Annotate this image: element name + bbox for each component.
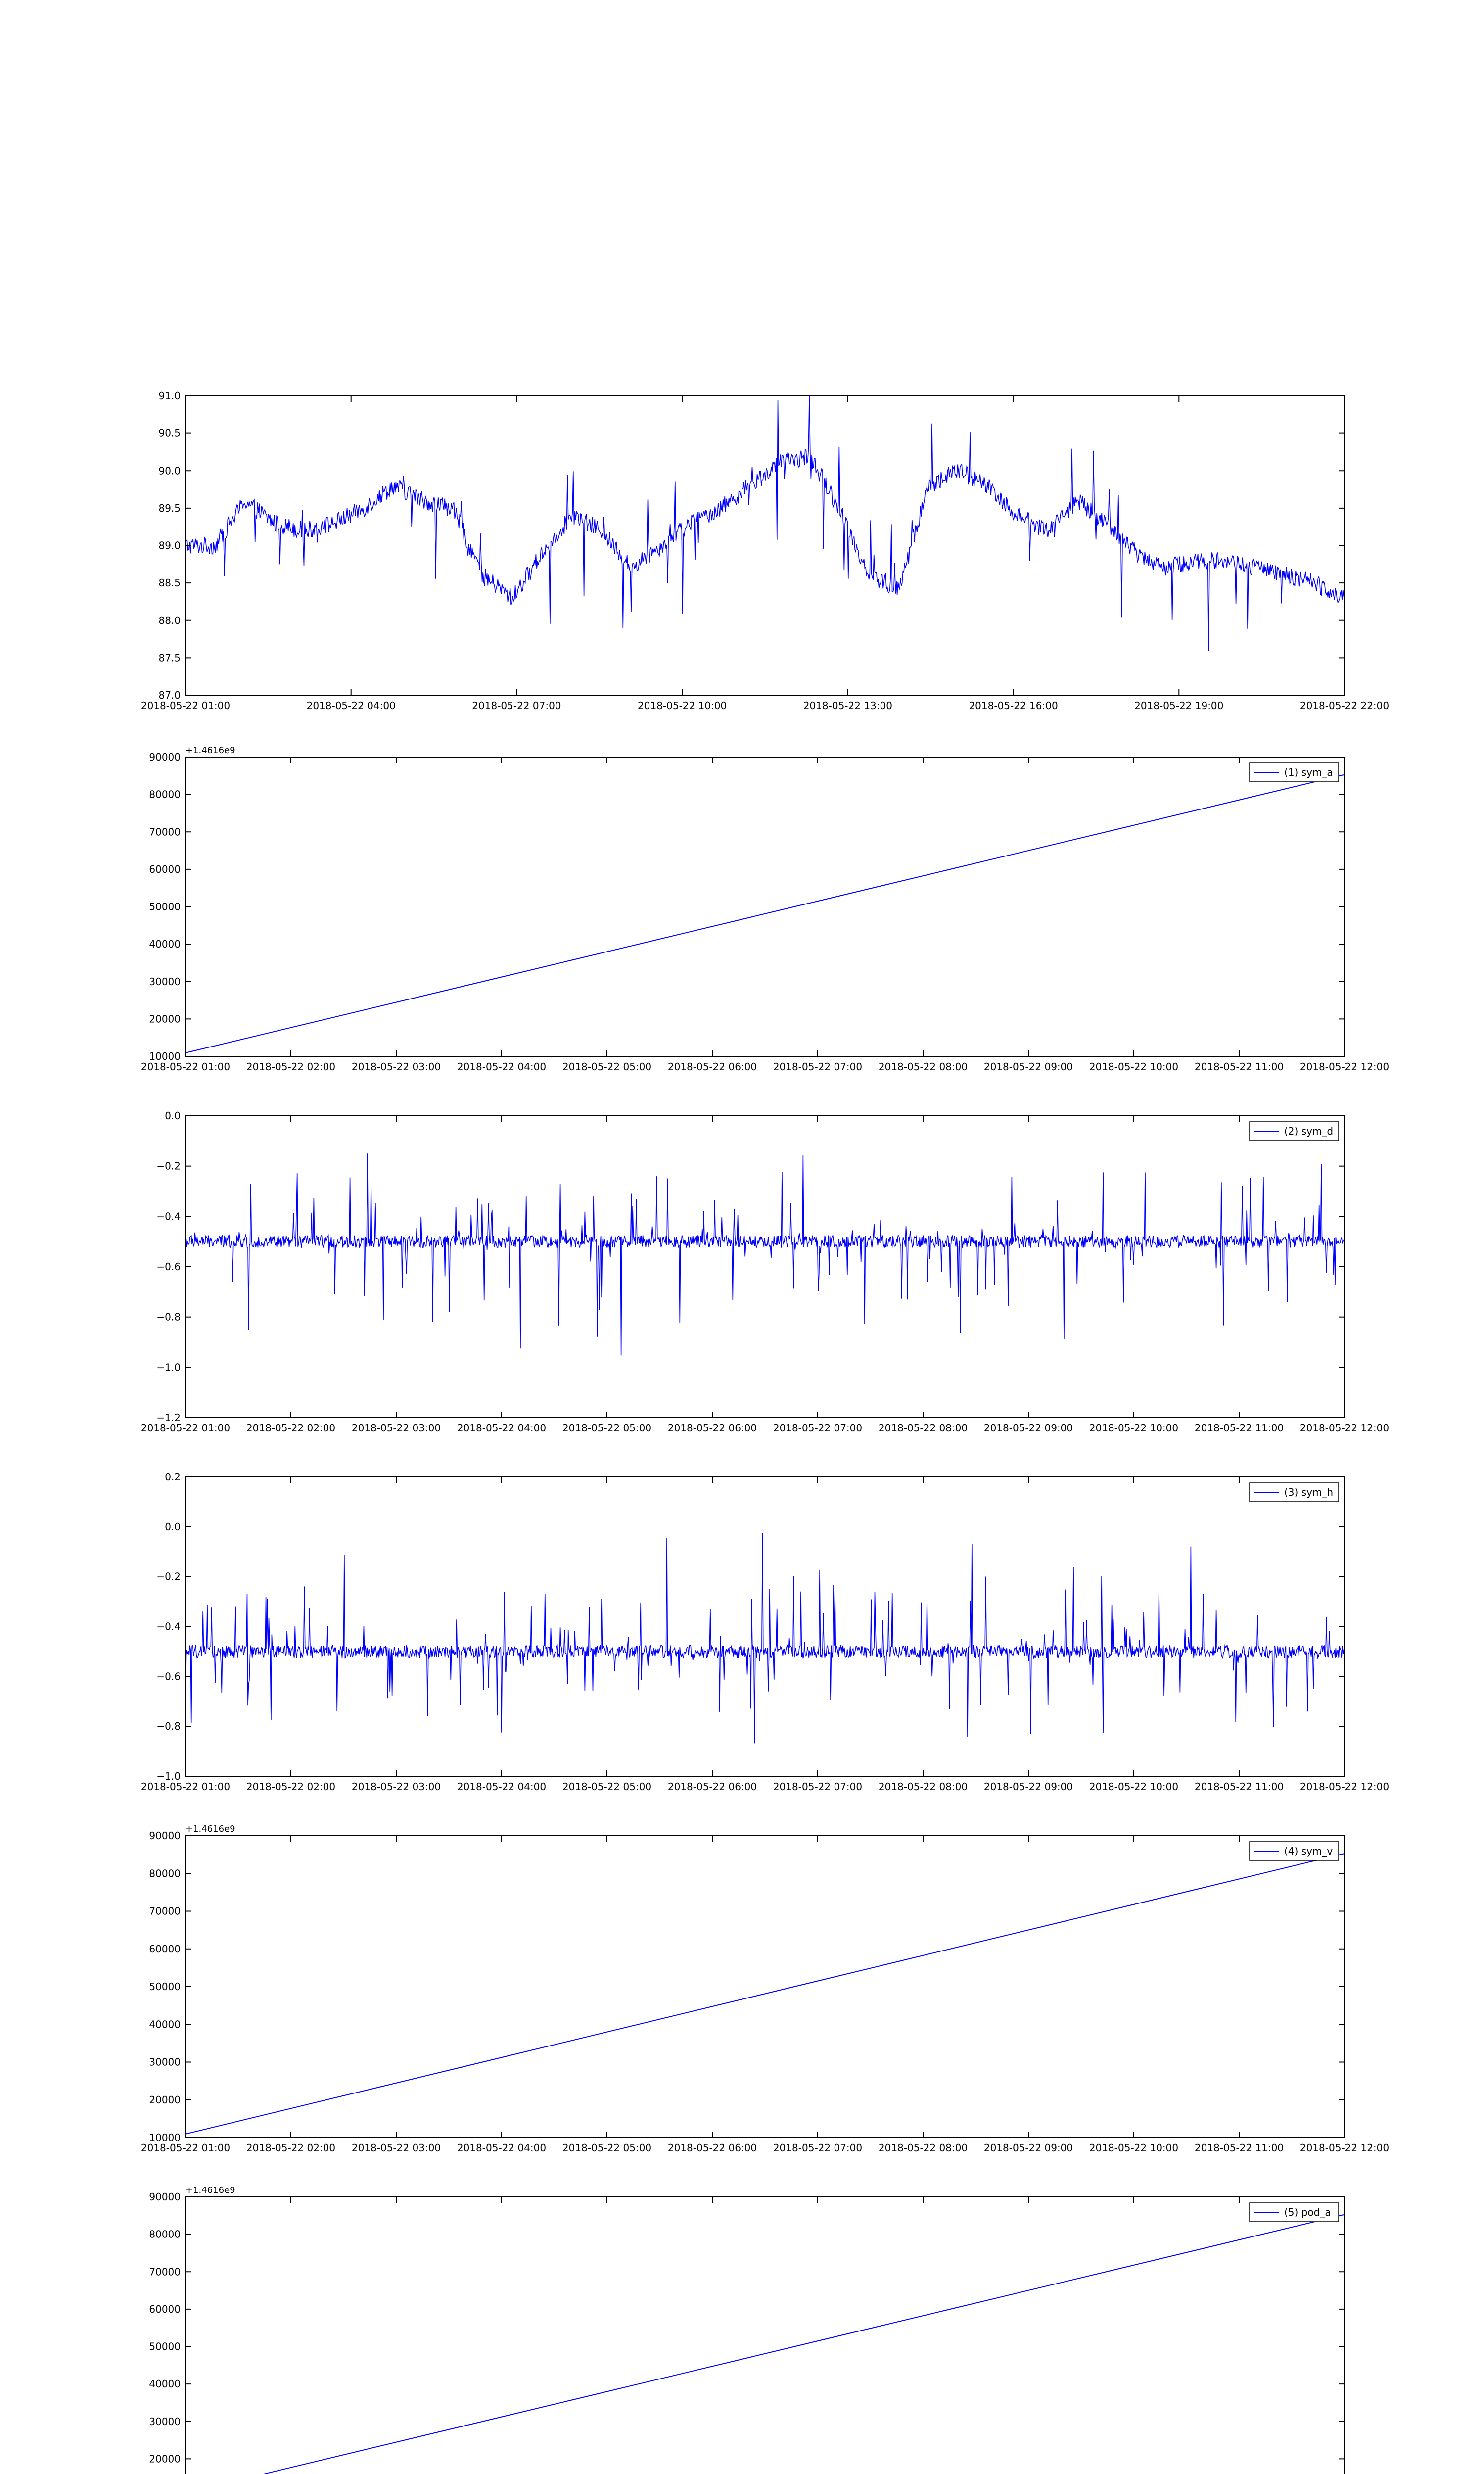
x-tick-label: 2018-05-22 05:00	[562, 1781, 652, 1793]
y-tick-label: 80000	[149, 788, 181, 801]
y-tick-label: 80000	[149, 1867, 181, 1880]
y-tick-label: 10000	[149, 2132, 181, 2143]
subplot-3	[141, 1110, 1389, 1434]
legend	[1250, 763, 1339, 782]
legend-label: (1) sym_a	[1284, 766, 1333, 778]
y-tick-label: 40000	[149, 938, 181, 951]
subplot-1	[141, 390, 1389, 712]
x-tick-label: 2018-05-22 10:00	[638, 700, 727, 712]
offset-label: +1.4616e9	[186, 2185, 235, 2195]
y-tick-label: 20000	[149, 2453, 181, 2465]
x-tick-label: 2018-05-22 12:00	[1299, 1061, 1390, 1073]
y-tick-label: 90.0	[158, 465, 181, 477]
x-tick-label: 2018-05-22 01:00	[140, 1422, 231, 1434]
x-tick-label: 2018-05-22 09:00	[983, 2142, 1073, 2154]
x-tick-label: 2018-05-22 13:00	[803, 700, 892, 712]
y-tick-label: −0.6	[156, 1670, 181, 1683]
x-tick-label: 2018-05-22 08:00	[878, 1061, 968, 1073]
series-line	[186, 1533, 1345, 1744]
x-tick-label: 2018-05-22 04:00	[457, 2142, 547, 2154]
y-tick-label: −0.4	[156, 1210, 181, 1223]
subplot-2	[141, 745, 1389, 1073]
x-tick-label: 2018-05-22 12:00	[1299, 1422, 1390, 1434]
axes-frame	[186, 1477, 1345, 1776]
x-tick-label: 2018-05-22 09:00	[983, 1781, 1073, 1793]
x-tick-label: 2018-05-22 07:00	[773, 1781, 863, 1793]
axes-frame	[186, 396, 1345, 695]
y-tick-label: 50000	[149, 2340, 181, 2353]
x-tick-label: 2018-05-22 09:00	[983, 1061, 1073, 1073]
x-tick-label: 2018-05-22 10:00	[1089, 1422, 1179, 1434]
x-tick-label: 2018-05-22 11:00	[1194, 1781, 1284, 1793]
x-tick-label: 2018-05-22 06:00	[667, 1061, 757, 1073]
x-tick-label: 2018-05-22 03:00	[351, 2142, 441, 2154]
legend-label: (5) pod_a	[1284, 2206, 1331, 2218]
x-tick-label: 2018-05-22 02:00	[246, 1061, 336, 1073]
x-tick-label: 2018-05-22 06:00	[667, 1422, 757, 1434]
legend-label: (3) sym_h	[1284, 1486, 1334, 1498]
y-tick-label: −0.8	[156, 1720, 181, 1733]
x-tick-label: 2018-05-22 01:00	[140, 2142, 231, 2154]
y-tick-label: 40000	[149, 2018, 181, 2031]
y-tick-label: 70000	[149, 1905, 181, 1917]
y-tick-label: 70000	[149, 826, 181, 838]
offset-label: +1.4616e9	[186, 745, 235, 756]
x-tick-label: 2018-05-22 03:00	[351, 1422, 441, 1434]
x-tick-label: 2018-05-22 07:00	[773, 1422, 863, 1434]
y-tick-label: 70000	[149, 2266, 181, 2278]
y-tick-label: 90.5	[158, 427, 181, 439]
axes-frame	[186, 2197, 1345, 2474]
series-line	[186, 1153, 1345, 1355]
x-tick-label: 2018-05-22 12:00	[1299, 2142, 1390, 2154]
y-tick-label: 30000	[149, 975, 181, 988]
x-tick-label: 2018-05-22 19:00	[1134, 700, 1224, 712]
legend	[1250, 1122, 1339, 1141]
offset-label: +1.4616e9	[186, 1824, 235, 1834]
y-tick-label: −0.6	[156, 1261, 181, 1273]
y-tick-label: 10000	[149, 1050, 181, 1062]
x-tick-label: 2018-05-22 10:00	[1089, 2142, 1179, 2154]
y-tick-label: −0.4	[156, 1620, 181, 1633]
y-tick-label: 60000	[149, 1943, 181, 1955]
x-tick-label: 2018-05-22 07:00	[773, 2142, 863, 2154]
y-tick-label: 20000	[149, 1013, 181, 1025]
y-tick-label: 20000	[149, 2093, 181, 2106]
y-tick-label: 30000	[149, 2415, 181, 2427]
series-line	[186, 1854, 1345, 2134]
x-tick-label: 2018-05-22 10:00	[1089, 1781, 1179, 1793]
x-tick-label: 2018-05-22 05:00	[562, 1061, 652, 1073]
x-tick-label: 2018-05-22 11:00	[1194, 2142, 1284, 2154]
x-tick-label: 2018-05-22 03:00	[351, 1781, 441, 1793]
y-tick-label: 89.5	[158, 502, 181, 514]
x-tick-label: 2018-05-22 05:00	[562, 1422, 652, 1434]
x-tick-label: 2018-05-22 03:00	[351, 1061, 441, 1073]
axes-frame	[186, 1116, 1345, 1418]
x-tick-label: 2018-05-22 09:00	[983, 1422, 1073, 1434]
y-tick-label: 90000	[149, 2191, 181, 2203]
x-tick-label: 2018-05-22 02:00	[246, 1422, 336, 1434]
x-tick-label: 2018-05-22 07:00	[773, 1061, 863, 1073]
x-tick-label: 2018-05-22 06:00	[667, 2142, 757, 2154]
x-tick-label: 2018-05-22 06:00	[667, 1781, 757, 1793]
y-tick-label: 0.0	[165, 1110, 181, 1122]
subplot-6	[141, 2185, 1389, 2474]
legend	[1250, 2203, 1339, 2222]
x-tick-label: 2018-05-22 07:00	[472, 700, 561, 712]
y-tick-label: 40000	[149, 2378, 181, 2390]
x-tick-label: 2018-05-22 02:00	[246, 2142, 336, 2154]
y-tick-label: 50000	[149, 1981, 181, 1993]
y-tick-label: −0.8	[156, 1311, 181, 1323]
y-tick-label: 91.0	[158, 390, 181, 402]
series-line	[186, 2215, 1345, 2474]
x-tick-label: 2018-05-22 04:00	[306, 700, 396, 712]
y-tick-label: 87.0	[158, 689, 181, 701]
y-tick-label: 90000	[149, 751, 181, 763]
series-line	[186, 396, 1345, 651]
subplot-4	[141, 1471, 1389, 1793]
x-tick-label: 2018-05-22 04:00	[457, 1061, 547, 1073]
legend-label: (4) sym_v	[1284, 1845, 1333, 1857]
y-tick-label: −1.0	[156, 1770, 181, 1782]
legend-label: (2) sym_d	[1284, 1125, 1334, 1137]
x-tick-label: 2018-05-22 01:00	[140, 1061, 231, 1073]
y-tick-label: 60000	[149, 863, 181, 875]
y-tick-label: 0.0	[165, 1521, 181, 1533]
legend	[1250, 1842, 1339, 1860]
y-tick-label: 50000	[149, 901, 181, 913]
y-tick-label: −0.2	[156, 1160, 181, 1172]
y-tick-label: −1.0	[156, 1361, 181, 1374]
x-tick-label: 2018-05-22 08:00	[878, 1781, 968, 1793]
y-tick-label: 60000	[149, 2303, 181, 2315]
y-tick-label: 30000	[149, 2056, 181, 2068]
y-tick-label: 88.0	[158, 614, 181, 626]
x-tick-label: 2018-05-22 05:00	[562, 2142, 652, 2154]
y-tick-label: 89.0	[158, 539, 181, 552]
y-tick-label: −1.2	[156, 1412, 181, 1424]
x-tick-label: 2018-05-22 10:00	[1089, 1061, 1179, 1073]
x-tick-label: 2018-05-22 08:00	[878, 2142, 968, 2154]
y-tick-label: −0.2	[156, 1570, 181, 1583]
x-tick-label: 2018-05-22 04:00	[457, 1422, 547, 1434]
x-tick-label: 2018-05-22 08:00	[878, 1422, 968, 1434]
y-tick-label: 90000	[149, 1830, 181, 1842]
x-tick-label: 2018-05-22 01:00	[140, 1781, 231, 1793]
x-tick-label: 2018-05-22 04:00	[457, 1781, 547, 1793]
y-tick-label: 88.5	[158, 577, 181, 589]
y-tick-label: 0.2	[165, 1471, 181, 1483]
y-tick-label: 87.5	[158, 652, 181, 664]
subplot-5	[141, 1824, 1389, 2154]
x-tick-label: 2018-05-22 02:00	[246, 1781, 336, 1793]
y-tick-label: 80000	[149, 2228, 181, 2240]
x-tick-label: 2018-05-22 22:00	[1299, 700, 1390, 712]
x-tick-label: 2018-05-22 11:00	[1194, 1061, 1284, 1073]
series-line	[186, 775, 1345, 1053]
x-tick-label: 2018-05-22 01:00	[140, 700, 231, 712]
x-tick-label: 2018-05-22 12:00	[1299, 1781, 1390, 1793]
x-tick-label: 2018-05-22 11:00	[1194, 1422, 1284, 1434]
legend	[1250, 1483, 1339, 1502]
x-tick-label: 2018-05-22 16:00	[969, 700, 1058, 712]
